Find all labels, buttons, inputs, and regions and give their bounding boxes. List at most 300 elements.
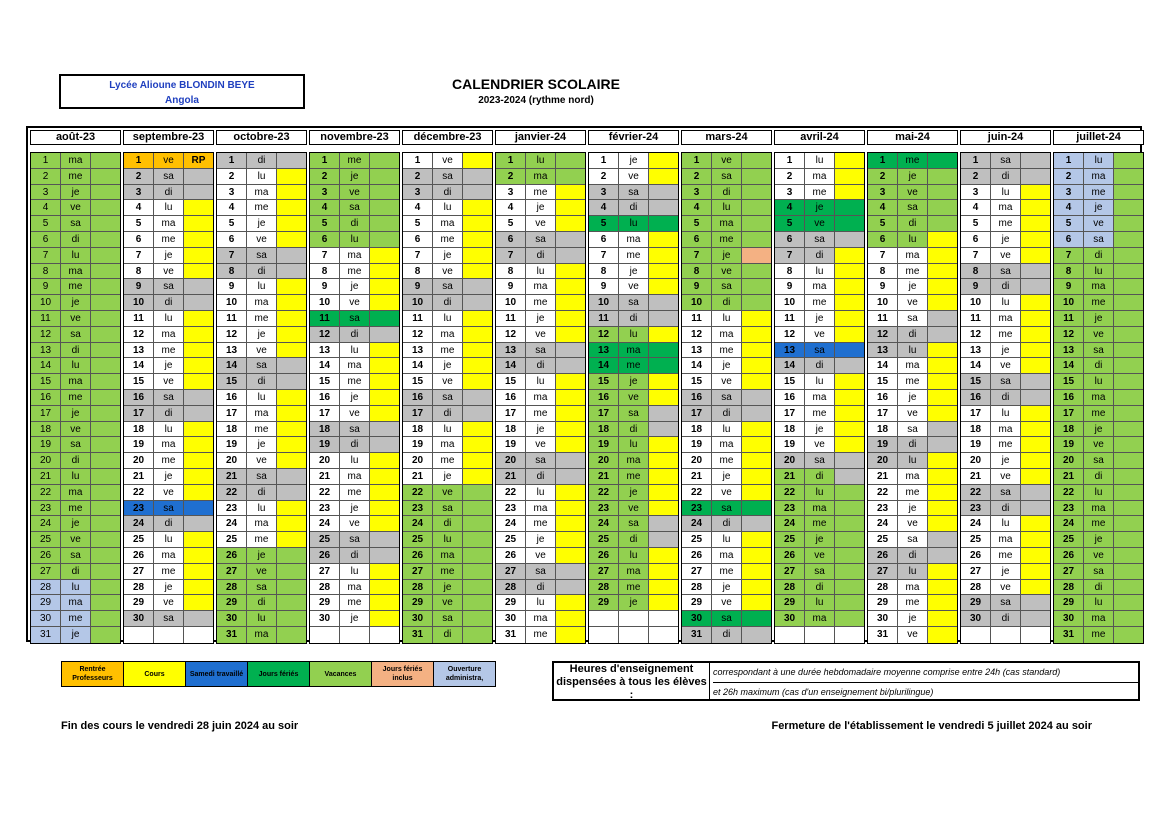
day-weekday: di	[247, 374, 277, 389]
day-status-cell	[370, 501, 399, 516]
day-weekday: ve	[898, 516, 928, 531]
day-weekday: di	[619, 422, 649, 437]
day-weekday: ve	[712, 264, 742, 279]
day-weekday: lu	[433, 532, 463, 547]
day-row	[31, 327, 120, 343]
day-row	[961, 627, 1050, 643]
day-weekday: me	[619, 358, 649, 373]
day-row	[310, 564, 399, 580]
day-weekday: me	[340, 264, 370, 279]
day-weekday: ve	[898, 627, 928, 643]
day-status-cell	[184, 595, 213, 610]
day-status-cell	[928, 248, 957, 263]
day-row	[682, 580, 771, 596]
day-number: 6	[124, 232, 154, 247]
day-number: 26	[31, 548, 61, 563]
day-status-cell	[928, 406, 957, 421]
day-status-cell	[184, 200, 213, 215]
day-number: 28	[1054, 580, 1084, 595]
day-row	[403, 295, 492, 311]
day-status-cell	[835, 580, 864, 595]
day-number: 11	[403, 311, 433, 326]
day-row	[310, 327, 399, 343]
day-status-cell	[1114, 390, 1143, 405]
day-status-cell	[556, 516, 585, 531]
day-row	[31, 374, 120, 390]
day-number: 3	[775, 185, 805, 200]
day-row	[961, 264, 1050, 280]
day-status-cell	[649, 564, 678, 579]
day-weekday: ve	[898, 406, 928, 421]
day-row	[682, 343, 771, 359]
day-row	[310, 453, 399, 469]
day-status-cell	[742, 264, 771, 279]
day-number: 19	[496, 437, 526, 452]
day-weekday: je	[154, 469, 184, 484]
day-weekday: me	[61, 611, 91, 626]
day-weekday: sa	[247, 248, 277, 263]
day-weekday: sa	[61, 327, 91, 342]
day-weekday: me	[340, 153, 370, 168]
day-status-cell	[649, 437, 678, 452]
day-number: 29	[403, 595, 433, 610]
day-status-cell	[1021, 595, 1050, 610]
day-row	[403, 516, 492, 532]
day-weekday: di	[991, 169, 1021, 184]
day-row	[217, 374, 306, 390]
day-weekday: di	[433, 627, 463, 643]
day-row	[496, 611, 585, 627]
day-row	[589, 185, 678, 201]
day-row	[961, 169, 1050, 185]
day-status-cell	[649, 327, 678, 342]
day-weekday: lu	[247, 279, 277, 294]
day-number: 6	[403, 232, 433, 247]
month-header: mai-24	[867, 130, 958, 145]
day-row	[217, 406, 306, 422]
day-number: 25	[589, 532, 619, 547]
day-number: 29	[589, 595, 619, 610]
day-status-cell	[556, 153, 585, 168]
day-status-cell	[91, 437, 120, 452]
day-status-cell	[928, 548, 957, 563]
day-number: 12	[682, 327, 712, 342]
day-row	[589, 153, 678, 169]
day-number: 10	[1054, 295, 1084, 310]
day-weekday	[805, 627, 835, 643]
day-number: 20	[124, 453, 154, 468]
day-status-cell	[463, 216, 492, 231]
day-status-cell	[742, 169, 771, 184]
day-number: 29	[496, 595, 526, 610]
day-number: 3	[403, 185, 433, 200]
day-weekday: ma	[526, 279, 556, 294]
day-row	[682, 185, 771, 201]
day-row	[217, 327, 306, 343]
day-number: 16	[961, 390, 991, 405]
day-status-cell	[370, 358, 399, 373]
day-weekday: sa	[805, 232, 835, 247]
day-row	[961, 580, 1050, 596]
day-weekday: ma	[991, 200, 1021, 215]
day-number: 29	[868, 595, 898, 610]
day-weekday: lu	[154, 532, 184, 547]
day-row	[31, 295, 120, 311]
day-status-cell	[1114, 216, 1143, 231]
day-number: 11	[496, 311, 526, 326]
day-number: 25	[775, 532, 805, 547]
day-status-cell	[1021, 390, 1050, 405]
day-weekday: ma	[805, 279, 835, 294]
day-row	[868, 200, 957, 216]
day-row	[775, 422, 864, 438]
day-status-cell	[742, 595, 771, 610]
day-weekday: me	[526, 627, 556, 643]
day-row	[775, 595, 864, 611]
day-row	[403, 343, 492, 359]
day-weekday: sa	[805, 453, 835, 468]
day-number: 1	[217, 153, 247, 168]
day-row	[961, 295, 1050, 311]
day-status-cell	[91, 185, 120, 200]
day-weekday: me	[805, 516, 835, 531]
month-column	[960, 130, 1051, 626]
day-status-cell	[463, 153, 492, 168]
day-status-cell	[184, 232, 213, 247]
day-row	[124, 627, 213, 643]
day-number: 18	[124, 422, 154, 437]
day-status-cell	[1021, 437, 1050, 452]
day-number: 19	[961, 437, 991, 452]
day-row	[961, 327, 1050, 343]
day-number: 21	[403, 469, 433, 484]
day-row	[31, 343, 120, 359]
legend-item: Vacances	[310, 662, 372, 686]
day-status-cell	[928, 327, 957, 342]
day-weekday: lu	[712, 422, 742, 437]
day-number: 13	[217, 343, 247, 358]
day-status-cell	[556, 453, 585, 468]
day-row	[124, 516, 213, 532]
day-weekday: sa	[805, 564, 835, 579]
day-status-cell	[556, 200, 585, 215]
day-weekday: je	[247, 437, 277, 452]
day-status-cell	[556, 564, 585, 579]
day-weekday: lu	[247, 611, 277, 626]
day-weekday: je	[1084, 200, 1114, 215]
day-weekday: di	[712, 516, 742, 531]
day-weekday: di	[154, 516, 184, 531]
day-status-cell	[1114, 564, 1143, 579]
day-number: 12	[496, 327, 526, 342]
day-status-cell	[742, 358, 771, 373]
day-weekday: sa	[712, 501, 742, 516]
day-number: 11	[775, 311, 805, 326]
day-status-cell	[370, 185, 399, 200]
day-weekday: ve	[154, 153, 184, 168]
day-weekday: je	[991, 232, 1021, 247]
day-number: 29	[682, 595, 712, 610]
day-number: 8	[310, 264, 340, 279]
day-number: 25	[31, 532, 61, 547]
day-weekday: me	[898, 595, 928, 610]
day-status-cell	[1021, 453, 1050, 468]
day-status-cell	[556, 437, 585, 452]
day-status-cell	[184, 627, 213, 643]
day-weekday: je	[526, 200, 556, 215]
day-status-cell	[556, 548, 585, 563]
day-weekday: ve	[991, 580, 1021, 595]
day-row	[1054, 343, 1143, 359]
calendar-grid	[26, 126, 1142, 642]
day-status-cell	[556, 248, 585, 263]
day-row	[124, 358, 213, 374]
day-weekday: ve	[433, 595, 463, 610]
day-number: 7	[31, 248, 61, 263]
day-status-cell	[370, 279, 399, 294]
day-weekday: ma	[433, 437, 463, 452]
day-status-cell	[835, 279, 864, 294]
day-row	[124, 564, 213, 580]
day-weekday: me	[619, 580, 649, 595]
day-row	[403, 611, 492, 627]
month-header: février-24	[588, 130, 679, 145]
day-status-cell	[1021, 358, 1050, 373]
day-row	[682, 295, 771, 311]
day-number: 30	[124, 611, 154, 626]
day-row	[31, 232, 120, 248]
day-status-cell	[91, 295, 120, 310]
day-row	[682, 216, 771, 232]
day-row	[589, 264, 678, 280]
day-number: 26	[310, 548, 340, 563]
day-weekday: me	[1084, 295, 1114, 310]
day-row	[868, 406, 957, 422]
day-row	[1054, 200, 1143, 216]
day-number: 27	[496, 564, 526, 579]
day-weekday: sa	[805, 343, 835, 358]
day-weekday: sa	[619, 185, 649, 200]
day-number: 10	[496, 295, 526, 310]
day-row	[124, 311, 213, 327]
day-status-cell	[463, 469, 492, 484]
day-status-cell	[928, 580, 957, 595]
day-row	[1054, 406, 1143, 422]
day-row	[31, 185, 120, 201]
day-row	[124, 216, 213, 232]
day-number: 10	[217, 295, 247, 310]
day-status-cell	[91, 390, 120, 405]
day-number: 18	[310, 422, 340, 437]
day-number: 2	[868, 169, 898, 184]
day-row	[589, 611, 678, 627]
day-status-cell	[556, 279, 585, 294]
day-row	[868, 437, 957, 453]
day-number: 12	[310, 327, 340, 342]
day-number: 30	[217, 611, 247, 626]
day-weekday: sa	[61, 548, 91, 563]
day-status-cell	[742, 153, 771, 168]
day-number: 14	[31, 358, 61, 373]
day-status-cell	[1114, 264, 1143, 279]
day-status-cell	[370, 516, 399, 531]
day-number: 26	[217, 548, 247, 563]
day-weekday: di	[619, 200, 649, 215]
day-status-cell	[835, 264, 864, 279]
day-weekday: ve	[805, 216, 835, 231]
day-row	[1054, 453, 1143, 469]
day-row	[403, 374, 492, 390]
day-status-cell	[1021, 516, 1050, 531]
day-number: 7	[124, 248, 154, 263]
day-number: 3	[496, 185, 526, 200]
day-weekday: ve	[154, 374, 184, 389]
day-number: 22	[124, 485, 154, 500]
day-number: 10	[589, 295, 619, 310]
day-number: 19	[310, 437, 340, 452]
day-row	[31, 548, 120, 564]
day-status-cell	[928, 264, 957, 279]
day-row	[217, 200, 306, 216]
day-weekday: me	[991, 216, 1021, 231]
day-row	[589, 390, 678, 406]
day-row	[403, 390, 492, 406]
day-status-cell	[370, 327, 399, 342]
day-number: 17	[682, 406, 712, 421]
day-status-cell	[91, 611, 120, 626]
day-weekday: ve	[61, 422, 91, 437]
day-status-cell	[742, 437, 771, 452]
day-weekday: me	[991, 327, 1021, 342]
day-status-cell	[742, 406, 771, 421]
day-row	[775, 327, 864, 343]
day-weekday: lu	[61, 580, 91, 595]
day-status-cell	[742, 485, 771, 500]
day-number: 29	[1054, 595, 1084, 610]
day-number: 25	[961, 532, 991, 547]
day-weekday: sa	[1084, 232, 1114, 247]
day-number: 28	[589, 580, 619, 595]
day-status-cell	[835, 248, 864, 263]
day-row	[775, 200, 864, 216]
day-row	[868, 248, 957, 264]
day-number: 23	[682, 501, 712, 516]
day-row	[589, 595, 678, 611]
day-status-cell	[835, 343, 864, 358]
day-weekday: ma	[247, 295, 277, 310]
day-weekday: lu	[433, 311, 463, 326]
day-weekday: me	[991, 437, 1021, 452]
day-status-cell	[1114, 169, 1143, 184]
day-status-cell	[91, 501, 120, 516]
day-number: 30	[1054, 611, 1084, 626]
day-weekday: di	[61, 343, 91, 358]
day-status-cell	[835, 564, 864, 579]
day-row	[682, 311, 771, 327]
teaching-hours-label: Heures d'enseignement dispensées à tous les élèves :	[554, 663, 710, 699]
day-row	[31, 437, 120, 453]
day-row	[682, 390, 771, 406]
day-number: 27	[868, 564, 898, 579]
day-row	[496, 232, 585, 248]
day-weekday: sa	[898, 422, 928, 437]
month-column	[867, 130, 958, 640]
day-row	[1054, 185, 1143, 201]
day-status-cell	[463, 516, 492, 531]
day-number	[124, 627, 154, 643]
day-weekday: ve	[991, 248, 1021, 263]
day-number: 23	[496, 501, 526, 516]
day-status-cell	[184, 374, 213, 389]
day-status-cell	[1114, 343, 1143, 358]
month-header: novembre-23	[309, 130, 400, 145]
day-number: 8	[31, 264, 61, 279]
day-weekday: ve	[526, 548, 556, 563]
day-row	[403, 358, 492, 374]
day-number	[775, 627, 805, 643]
day-status-cell	[556, 185, 585, 200]
day-weekday: ma	[805, 611, 835, 626]
day-number: 8	[589, 264, 619, 279]
day-weekday: ma	[154, 327, 184, 342]
day-weekday: ve	[433, 153, 463, 168]
day-row	[496, 548, 585, 564]
day-weekday: ma	[991, 532, 1021, 547]
legend-item: Ouverture administra,	[434, 662, 495, 686]
day-weekday: sa	[526, 232, 556, 247]
day-weekday: ve	[340, 516, 370, 531]
day-row	[403, 485, 492, 501]
day-number: 23	[775, 501, 805, 516]
day-row	[403, 453, 492, 469]
day-weekday: sa	[619, 406, 649, 421]
day-status-cell	[463, 311, 492, 326]
day-status-cell	[1021, 200, 1050, 215]
day-number: 20	[682, 453, 712, 468]
day-row	[310, 279, 399, 295]
day-weekday: di	[991, 390, 1021, 405]
day-status-cell	[1114, 516, 1143, 531]
day-number: 15	[589, 374, 619, 389]
day-row	[682, 358, 771, 374]
day-row	[589, 422, 678, 438]
day-status-cell	[556, 390, 585, 405]
day-number: 9	[775, 279, 805, 294]
day-weekday: ve	[247, 453, 277, 468]
legend-item: Jours fériés	[248, 662, 310, 686]
day-weekday: di	[1084, 358, 1114, 373]
day-number: 10	[775, 295, 805, 310]
day-row	[403, 185, 492, 201]
day-status-cell	[184, 516, 213, 531]
day-status-cell	[370, 169, 399, 184]
day-number: 6	[217, 232, 247, 247]
day-number: 27	[775, 564, 805, 579]
day-status-cell	[556, 501, 585, 516]
day-weekday: ma	[619, 232, 649, 247]
day-number: 2	[682, 169, 712, 184]
day-status-cell	[928, 216, 957, 231]
day-status-cell	[928, 374, 957, 389]
day-status-cell	[928, 437, 957, 452]
day-row	[403, 422, 492, 438]
day-row	[589, 516, 678, 532]
day-row	[868, 327, 957, 343]
day-status-cell	[649, 264, 678, 279]
day-row	[496, 453, 585, 469]
month-column	[216, 130, 307, 640]
day-weekday: je	[898, 279, 928, 294]
